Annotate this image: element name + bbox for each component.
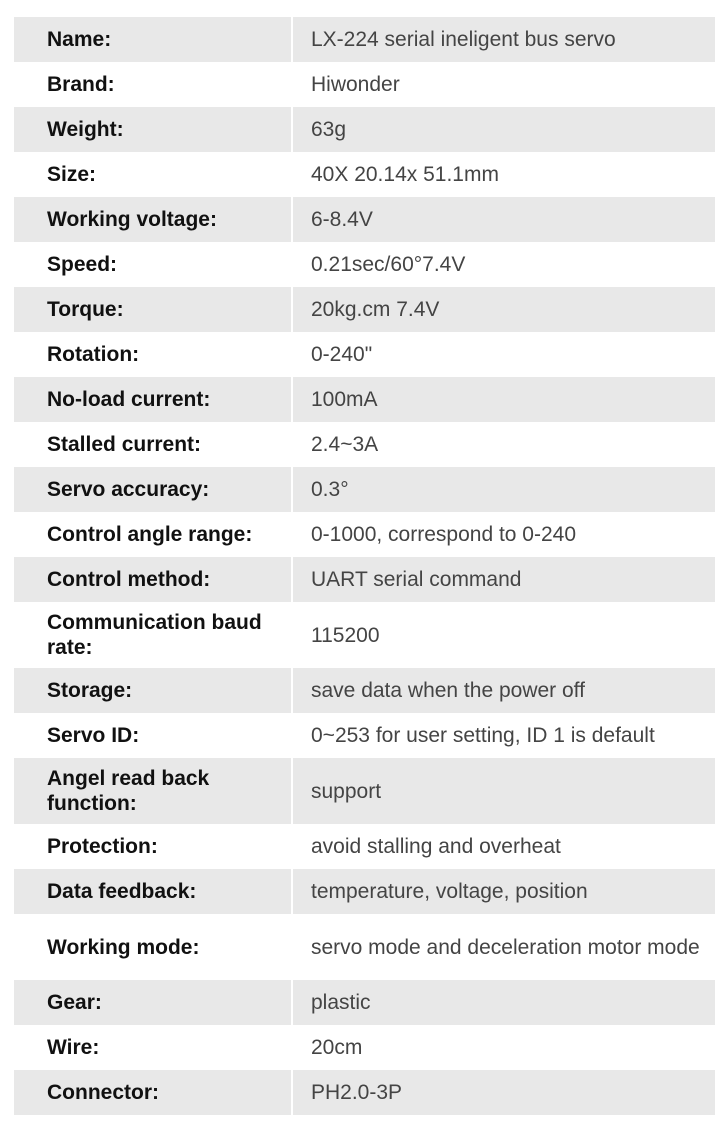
- spec-row-protection: [14, 824, 715, 869]
- spec-value: avoid stalling and overheat: [293, 824, 715, 869]
- spec-label: Servo ID:: [14, 713, 291, 758]
- spec-label: Communication baud rate:: [14, 602, 291, 668]
- spec-row-wire: [14, 1025, 715, 1070]
- spec-value: 20kg.cm 7.4V: [293, 287, 715, 332]
- spec-value: 115200: [293, 602, 715, 668]
- spec-value: UART serial command: [293, 557, 715, 602]
- spec-row-weight: [14, 107, 715, 152]
- spec-label: Control angle range:: [14, 512, 291, 557]
- spec-value: 6-8.4V: [293, 197, 715, 242]
- spec-label: Protection:: [14, 824, 291, 869]
- spec-label: Stalled current:: [14, 422, 291, 467]
- spec-row-communication-baud-rate: [14, 602, 715, 668]
- spec-row-storage: [14, 668, 715, 713]
- spec-label: Wire:: [14, 1025, 291, 1070]
- spec-label: Rotation:: [14, 332, 291, 377]
- spec-row-data-feedback: [14, 869, 715, 914]
- spec-label: Name:: [14, 17, 291, 62]
- spec-value: PH2.0-3P: [293, 1070, 715, 1115]
- spec-row-size: [14, 152, 715, 197]
- spec-row-control-angle-range: [14, 512, 715, 557]
- spec-label: Weight:: [14, 107, 291, 152]
- spec-row-gear: [14, 980, 715, 1025]
- spec-value: support: [293, 758, 715, 824]
- spec-value: 0~253 for user setting, ID 1 is default: [293, 713, 715, 758]
- spec-label: Data feedback:: [14, 869, 291, 914]
- spec-value: plastic: [293, 980, 715, 1025]
- spec-value: 20cm: [293, 1025, 715, 1070]
- spec-label: No-load current:: [14, 377, 291, 422]
- spec-label: Angel read back function:: [14, 758, 291, 824]
- spec-value: 2.4~3A: [293, 422, 715, 467]
- spec-row-brand: [14, 62, 715, 107]
- spec-row-torque: [14, 287, 715, 332]
- spec-value: 0.3°: [293, 467, 715, 512]
- spec-row-servo-id: [14, 713, 715, 758]
- spec-row-speed: [14, 242, 715, 287]
- spec-row-no-load-current: [14, 377, 715, 422]
- spec-value: 100mA: [293, 377, 715, 422]
- spec-row-angel-read-back: [14, 758, 715, 824]
- spec-value: temperature, voltage, position: [293, 869, 715, 914]
- spec-value: 63g: [293, 107, 715, 152]
- spec-value: 40X 20.14x 51.1mm: [293, 152, 715, 197]
- spec-row-connector: [14, 1070, 715, 1115]
- spec-value: save data when the power off: [293, 668, 715, 713]
- spec-row-working-mode: [14, 914, 715, 980]
- spec-label: Brand:: [14, 62, 291, 107]
- spec-label: Working voltage:: [14, 197, 291, 242]
- spec-row-stalled-current: [14, 422, 715, 467]
- spec-value: 0.21sec/60°7.4V: [293, 242, 715, 287]
- spec-label: Storage:: [14, 668, 291, 713]
- spec-label: Connector:: [14, 1070, 291, 1115]
- spec-row-servo-accuracy: [14, 467, 715, 512]
- spec-label: Servo accuracy:: [14, 467, 291, 512]
- spec-value: LX-224 serial ineligent bus servo: [293, 17, 715, 62]
- spec-row-control-method: [14, 557, 715, 602]
- spec-label: Gear:: [14, 980, 291, 1025]
- spec-label: Torque:: [14, 287, 291, 332]
- spec-value: Hiwonder: [293, 62, 715, 107]
- spec-value: servo mode and deceleration motor mode: [293, 914, 715, 980]
- spec-row-name: [14, 17, 715, 62]
- spec-label: Size:: [14, 152, 291, 197]
- spec-table: [14, 17, 715, 1115]
- spec-value: 0-1000, correspond to 0-240: [293, 512, 715, 557]
- spec-row-rotation: [14, 332, 715, 377]
- spec-value: 0-240": [293, 332, 715, 377]
- spec-row-working-voltage: [14, 197, 715, 242]
- spec-label: Speed:: [14, 242, 291, 287]
- spec-label: Working mode:: [14, 914, 291, 980]
- spec-label: Control method:: [14, 557, 291, 602]
